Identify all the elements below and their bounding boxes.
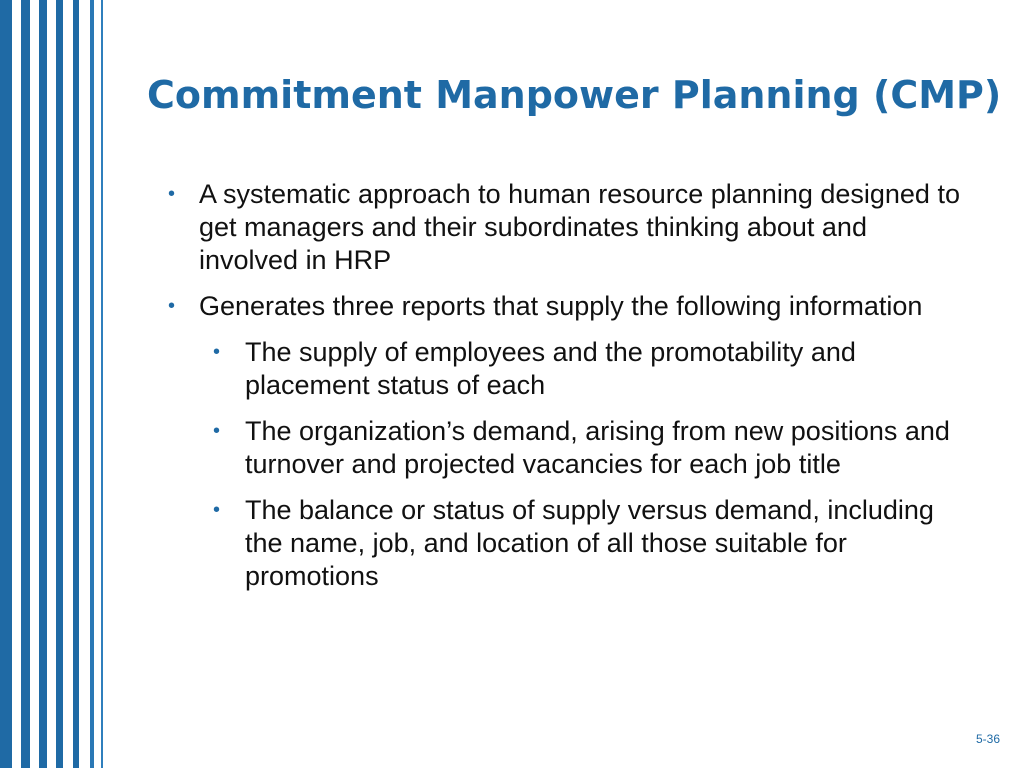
bullet-icon: • [168, 295, 176, 317]
slide-title: Commitment Manpower Planning (CMP) [147, 73, 1002, 117]
sub-bullet-item [160, 494, 960, 593]
page-number: 5-36 [975, 732, 1000, 746]
stripe [101, 0, 103, 768]
stripe [39, 0, 47, 768]
bullet-text: A systematic approach to human resource planning designed to get managers and their subordinates thinking about and involved in HRP [199, 179, 960, 275]
sub-bullet-item [160, 336, 960, 402]
bullet-text: The organization’s demand, arising from new positions and turnover and projected vacancies for each job title [245, 416, 950, 479]
sub-bullet-item [160, 415, 960, 481]
bullet-icon: • [168, 183, 176, 205]
bullet-item [160, 178, 960, 277]
bullet-text: The supply of employees and the promotability and placement status of each [245, 337, 856, 400]
stripe [0, 0, 12, 768]
decorative-stripes [0, 0, 110, 768]
stripe [90, 0, 94, 768]
bullet-icon: • [213, 499, 221, 521]
bullet-list [160, 178, 960, 606]
bullet-icon: • [213, 341, 221, 363]
bullet-item [160, 290, 960, 323]
bullet-text: The balance or status of supply versus demand, including the name, job, and location of all those suitable for promotions [245, 495, 934, 591]
stripe [73, 0, 79, 768]
bullet-icon: • [213, 420, 221, 442]
bullet-text: Generates three reports that supply the following information [199, 291, 923, 321]
stripe [21, 0, 30, 768]
stripe [56, 0, 63, 768]
